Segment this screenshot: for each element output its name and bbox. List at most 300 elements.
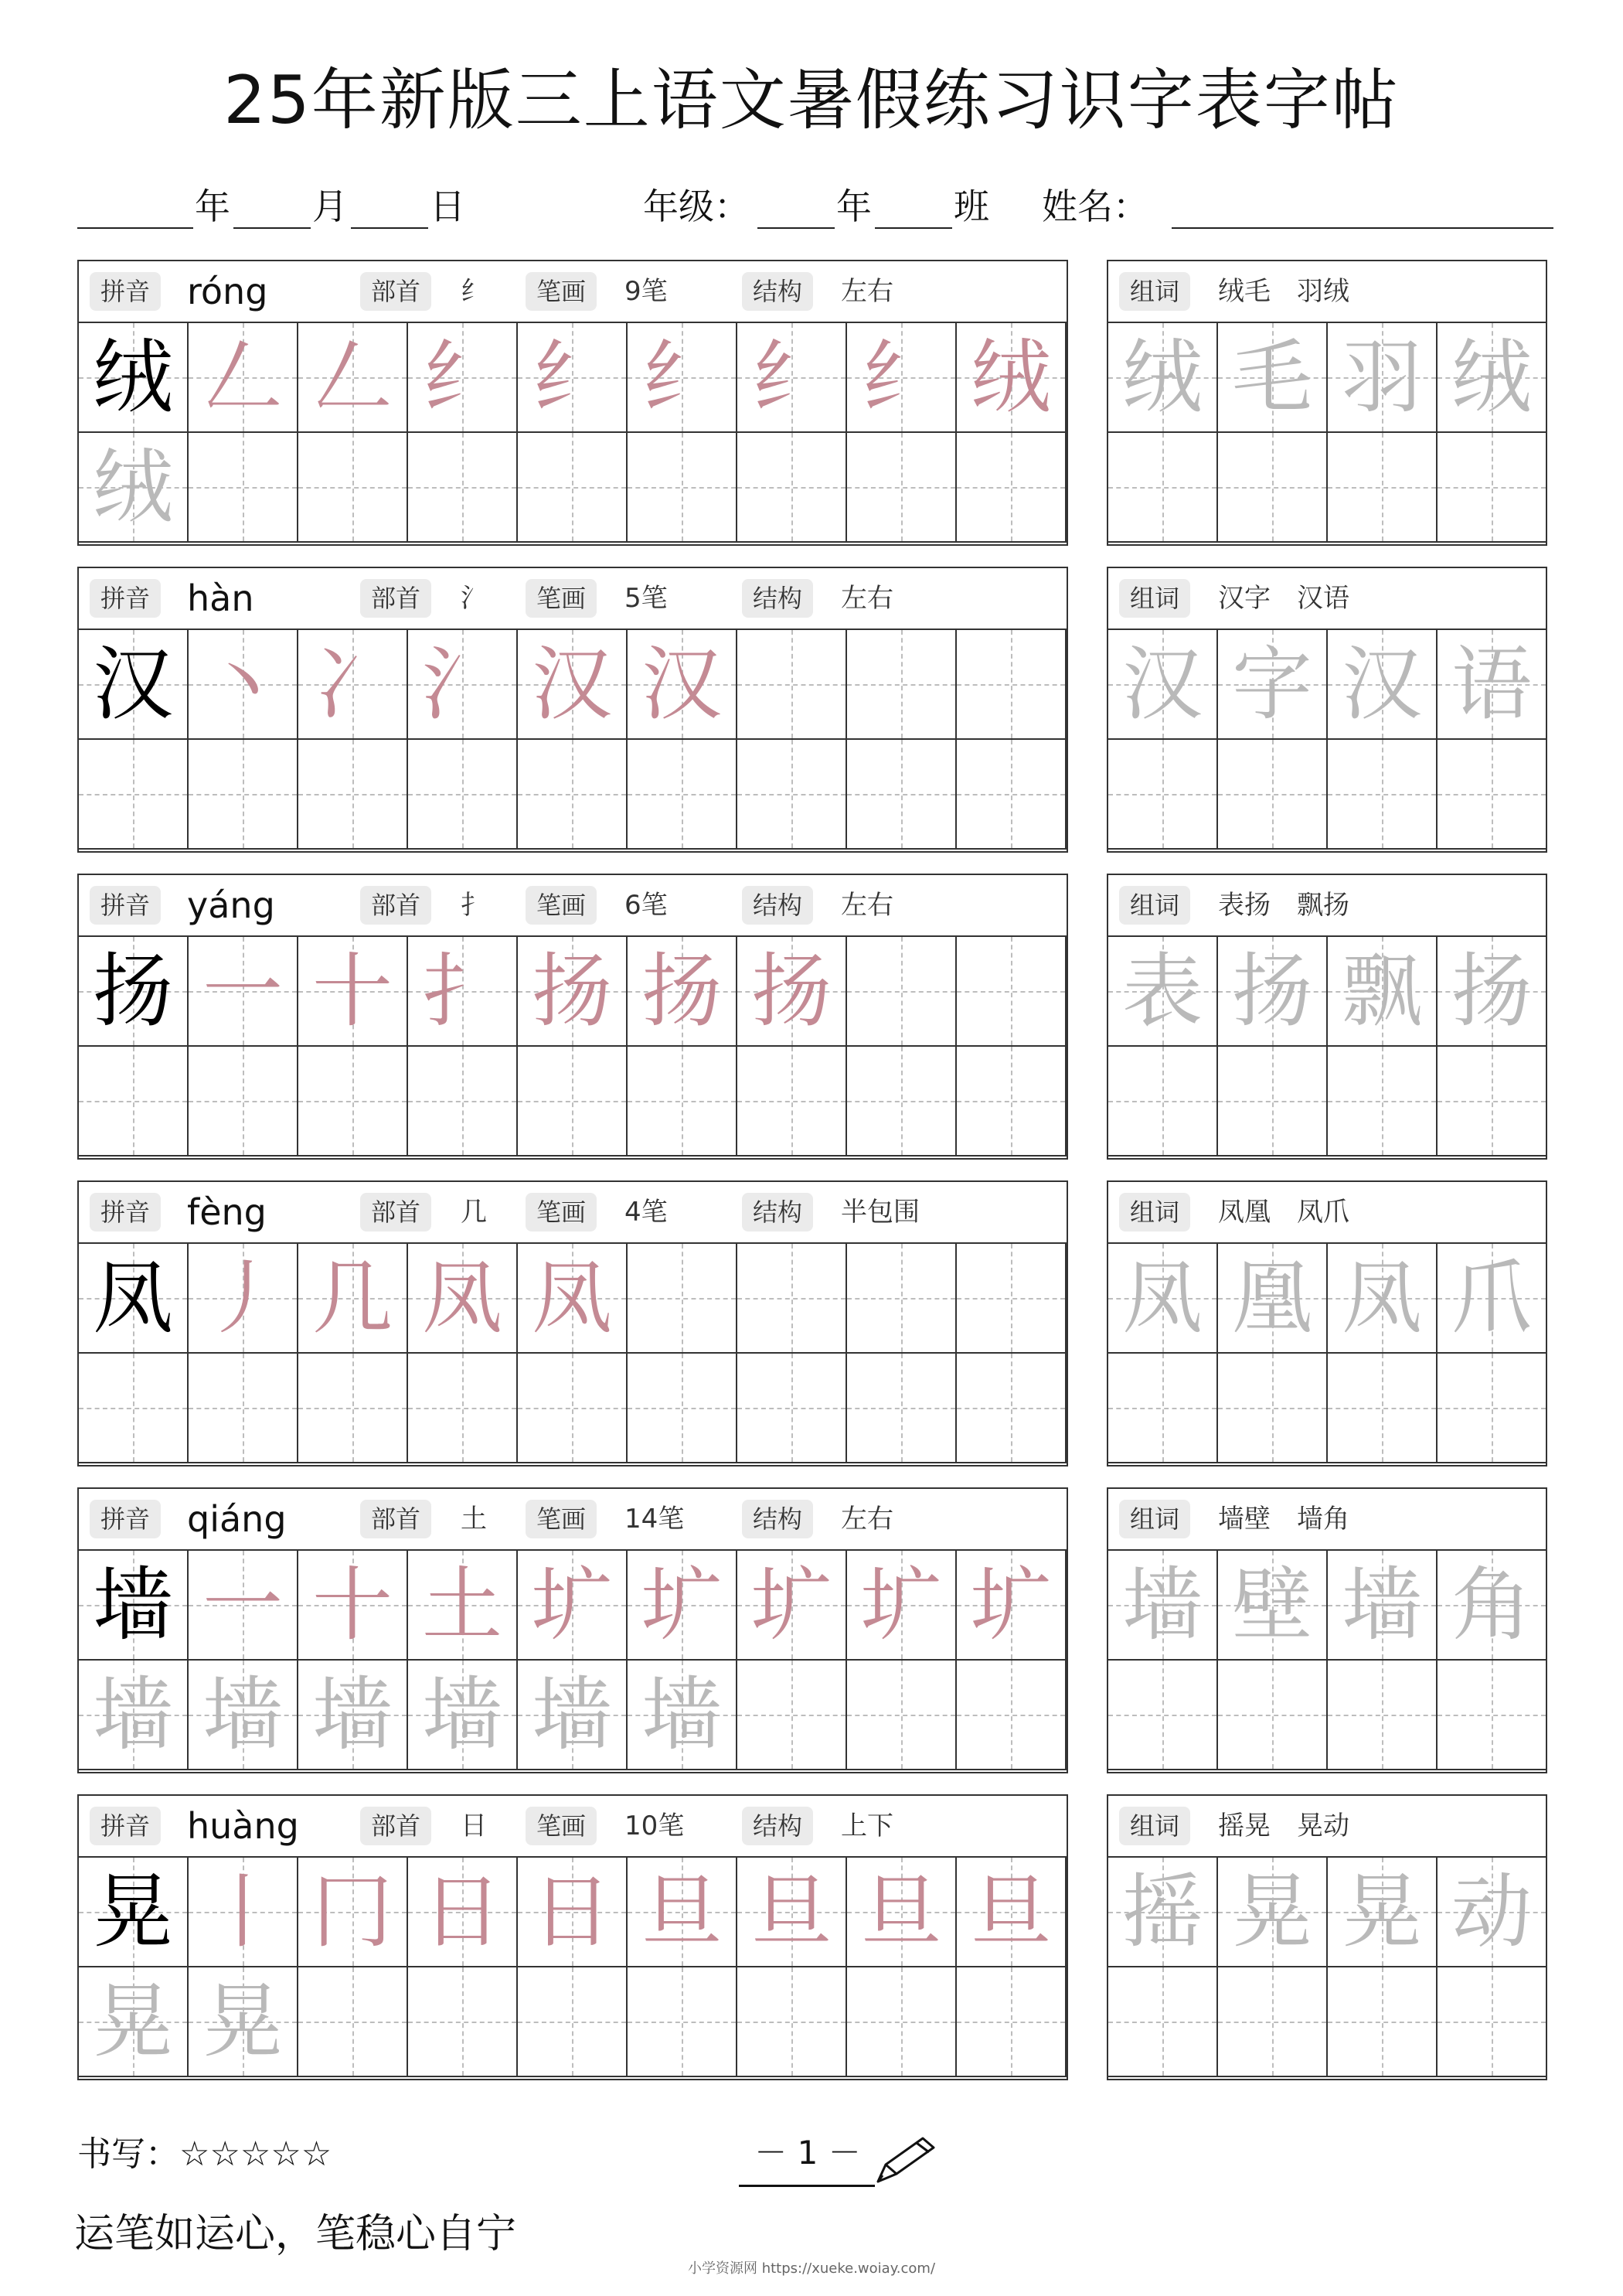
stroke-order-cell	[189, 937, 298, 1047]
stroke-character: 十	[311, 1558, 393, 1652]
practice-cell[interactable]	[628, 1244, 737, 1354]
grade-label: 年级：	[643, 186, 750, 227]
pinyin-tag: 拼音	[90, 1193, 161, 1231]
grid-guide-vertical	[682, 433, 683, 541]
grid-guide-vertical	[352, 433, 354, 541]
practice-cell[interactable]	[408, 1967, 518, 2077]
practice-cell[interactable]	[518, 1354, 628, 1463]
grid-guide-vertical	[243, 1354, 244, 1462]
trace-cell	[518, 1661, 628, 1770]
practice-cell[interactable]	[518, 740, 628, 850]
model-character-cell	[79, 630, 189, 740]
practice-cell[interactable]	[408, 1354, 518, 1463]
word-info-bar	[1108, 875, 1546, 937]
stroke-order-cell	[628, 323, 737, 433]
grid-guide-vertical	[243, 1047, 244, 1155]
practice-cell[interactable]	[1328, 1354, 1438, 1463]
practice-cell[interactable]	[189, 433, 298, 543]
grid-guide-vertical	[572, 740, 573, 848]
word-trace-cell	[1108, 937, 1218, 1047]
word-grid	[1108, 937, 1546, 1158]
stroke-order-cell	[737, 323, 847, 433]
practice-cell[interactable]	[957, 1047, 1067, 1157]
radical-value: 几	[461, 1197, 487, 1228]
practice-cell[interactable]	[957, 937, 1067, 1047]
trace-cell	[628, 1661, 737, 1770]
big-character: 凤	[92, 1251, 173, 1345]
structure-tag: 结构	[742, 1193, 813, 1231]
month-blank[interactable]	[233, 227, 311, 229]
structure-value: 左右	[841, 1504, 893, 1535]
stroke-order-cell	[189, 1858, 298, 1967]
character-card	[77, 1487, 1068, 1773]
character-card	[77, 260, 1068, 546]
practice-cell[interactable]	[628, 1354, 737, 1463]
word-card	[1107, 874, 1547, 1160]
big-character: 绒	[92, 330, 173, 424]
practice-cell[interactable]	[847, 630, 957, 740]
grid-guide-vertical	[1492, 1354, 1493, 1462]
trace-character: 汉	[1341, 637, 1422, 731]
structure-tag: 结构	[742, 886, 813, 925]
stroke-character: 旦	[860, 1865, 941, 1959]
radical-tag: 部首	[360, 886, 431, 925]
word-info-bar	[1108, 1489, 1546, 1551]
stroke-character: 土	[421, 1558, 502, 1652]
stroke-character: 扬	[750, 944, 832, 1038]
motto: 运笔如运心，笔稳心自宁	[74, 2211, 517, 2257]
practice-cell[interactable]	[737, 1244, 847, 1354]
stroke-order-cell	[408, 937, 518, 1047]
writing-grid	[79, 630, 1067, 851]
words-value: 绒毛 羽绒	[1218, 276, 1349, 307]
word-trace-cell	[1328, 630, 1438, 740]
word-trace-cell	[1108, 1858, 1218, 1967]
practice-cell[interactable]	[1438, 1967, 1547, 2077]
practice-cell[interactable]	[408, 433, 518, 543]
grid-guide-vertical	[1162, 1354, 1164, 1462]
stroke-order-cell	[298, 1244, 408, 1354]
radical-tag: 部首	[360, 1193, 431, 1231]
rating-stars[interactable]: ☆☆☆☆☆	[179, 2134, 332, 2174]
word-trace-cell	[1328, 1858, 1438, 1967]
grid-guide-vertical	[352, 740, 354, 848]
strokes-value: 4笔	[624, 1197, 668, 1228]
stroke-order-cell	[957, 1551, 1067, 1661]
stroke-character: 𠃋	[311, 330, 393, 424]
grid-guide-vertical	[572, 1967, 573, 2076]
practice-cell[interactable]	[847, 740, 957, 850]
grid-guide-vertical	[572, 1354, 573, 1462]
grid-guide-vertical	[1011, 1967, 1012, 2076]
grid-guide-vertical	[791, 630, 793, 738]
trace-character: 墙	[641, 1667, 722, 1762]
practice-cell[interactable]	[847, 433, 957, 543]
practice-cell[interactable]	[1328, 1047, 1438, 1157]
grid-guide-vertical	[572, 433, 573, 541]
trace-character: 飘	[1341, 944, 1422, 1038]
grid-guide-vertical	[791, 1047, 793, 1155]
stroke-order-cell	[298, 1551, 408, 1661]
word-grid	[1108, 1551, 1546, 1772]
stroke-order-cell	[628, 1858, 737, 1967]
pinyin-value: huàng	[187, 1805, 299, 1847]
practice-cell[interactable]	[847, 1244, 957, 1354]
trace-character: 羽	[1341, 330, 1422, 424]
stroke-character: 旦	[750, 1865, 832, 1959]
watermark: 小学资源网 https://xueke.woiay.com/	[687, 2260, 936, 2277]
practice-cell[interactable]	[847, 1661, 957, 1770]
character-card	[77, 874, 1068, 1160]
grid-guide-vertical	[791, 1244, 793, 1352]
pinyin-value: hàn	[187, 577, 254, 619]
grid-guide-vertical	[901, 1244, 903, 1352]
practice-cell[interactable]	[628, 1047, 737, 1157]
stroke-order-cell	[847, 1551, 957, 1661]
trace-character: 扬	[1231, 944, 1312, 1038]
word-trace-cell	[1108, 630, 1218, 740]
structure-tag: 结构	[742, 272, 813, 311]
practice-cell[interactable]	[298, 1967, 408, 2077]
stroke-order-cell	[408, 323, 518, 433]
trace-character: 动	[1451, 1865, 1532, 1959]
grid-guide-vertical	[791, 1354, 793, 1462]
strokes-value: 5笔	[624, 583, 668, 614]
stroke-character: 丿	[202, 1251, 283, 1345]
trace-character: 凤	[1341, 1251, 1422, 1345]
writing-grid	[79, 1551, 1067, 1772]
practice-cell[interactable]	[847, 1967, 957, 2077]
practice-cell[interactable]	[1218, 1967, 1328, 2077]
page-title: 25年新版三上语文暑假练习识字表字帖	[223, 62, 1400, 139]
word-grid	[1108, 630, 1546, 851]
pinyin-tag: 拼音	[90, 1807, 161, 1845]
practice-cell[interactable]	[957, 630, 1067, 740]
grid-guide-vertical	[462, 433, 464, 541]
class-blank[interactable]	[875, 227, 952, 229]
character-info-bar	[79, 1182, 1067, 1244]
practice-cell[interactable]	[957, 433, 1067, 543]
stroke-character: 纟	[641, 330, 722, 424]
model-character-cell	[79, 323, 189, 433]
word-trace-cell	[1218, 937, 1328, 1047]
trace-character: 凰	[1231, 1251, 1312, 1345]
stroke-order-cell	[737, 1858, 847, 1967]
word-card	[1107, 1487, 1547, 1773]
practice-cell[interactable]	[1328, 740, 1438, 850]
practice-cell[interactable]	[1108, 1661, 1218, 1770]
grid-guide-vertical	[682, 1967, 683, 2076]
strokes-tag: 笔画	[526, 886, 597, 925]
stroke-character: 氵	[421, 637, 502, 731]
pinyin-tag: 拼音	[90, 1500, 161, 1538]
word-info-bar	[1108, 568, 1546, 630]
stroke-character: 纟	[421, 330, 502, 424]
practice-cell[interactable]	[1438, 1354, 1547, 1463]
practice-cell[interactable]	[628, 433, 737, 543]
practice-cell[interactable]	[518, 1047, 628, 1157]
grid-guide-vertical	[1272, 1661, 1274, 1769]
stroke-order-cell	[518, 937, 628, 1047]
practice-cell[interactable]	[737, 1967, 847, 2077]
practice-cell[interactable]	[1108, 740, 1218, 850]
writing-grid	[79, 1858, 1067, 2079]
word-trace-cell	[1218, 323, 1328, 433]
practice-cell[interactable]	[1218, 1354, 1328, 1463]
practice-cell[interactable]	[1328, 433, 1438, 543]
stroke-order-cell	[298, 630, 408, 740]
pinyin-tag: 拼音	[90, 579, 161, 618]
grid-guide-vertical	[1492, 433, 1493, 541]
stroke-character: 几	[311, 1251, 393, 1345]
word-card	[1107, 1180, 1547, 1467]
trace-character: 绒	[92, 440, 173, 534]
writing-grid	[79, 937, 1067, 1158]
practice-cell[interactable]	[189, 1047, 298, 1157]
grid-guide-vertical	[1382, 1967, 1383, 2076]
practice-cell[interactable]	[1438, 740, 1547, 850]
strokes-tag: 笔画	[526, 1500, 597, 1538]
practice-cell[interactable]	[1108, 1047, 1218, 1157]
trace-character: 墙	[92, 1667, 173, 1762]
grid-guide-vertical	[1272, 740, 1274, 848]
trace-character: 汉	[1121, 637, 1203, 731]
practice-cell[interactable]	[957, 1244, 1067, 1354]
practice-cell[interactable]	[189, 740, 298, 850]
practice-cell[interactable]	[1108, 1967, 1218, 2077]
practice-cell[interactable]	[957, 1967, 1067, 2077]
trace-cell	[189, 1967, 298, 2077]
strokes-tag: 笔画	[526, 1193, 597, 1231]
practice-cell[interactable]	[1328, 1661, 1438, 1770]
grade-blank[interactable]	[757, 227, 835, 229]
grid-guide-vertical	[1011, 1661, 1012, 1769]
character-card	[77, 1180, 1068, 1467]
grid-guide-vertical	[791, 1661, 793, 1769]
stroke-character: 十	[311, 944, 393, 1038]
grid-guide-vertical	[133, 1354, 134, 1462]
grid-guide-vertical	[1162, 1047, 1164, 1155]
grid-guide-vertical	[462, 1354, 464, 1462]
stroke-character: 纟	[531, 330, 612, 424]
trace-character: 晃	[202, 1974, 283, 2069]
stroke-order-cell	[847, 323, 957, 433]
stroke-character: 冫	[311, 637, 393, 731]
structure-value: 左右	[841, 890, 893, 921]
stroke-character: 扌	[421, 944, 502, 1038]
trace-character: 表	[1121, 944, 1203, 1038]
stroke-character: 凤	[531, 1251, 612, 1345]
name-label: 姓名：	[1042, 186, 1148, 227]
trace-character: 晃	[1341, 1865, 1422, 1959]
stroke-order-cell	[518, 1858, 628, 1967]
practice-cell[interactable]	[298, 1354, 408, 1463]
radical-value: 氵	[461, 583, 487, 614]
stroke-order-cell	[847, 1858, 957, 1967]
practice-cell[interactable]	[1218, 1661, 1328, 1770]
stroke-order-cell	[408, 1551, 518, 1661]
stroke-order-cell	[189, 1244, 298, 1354]
practice-cell[interactable]	[847, 1047, 957, 1157]
practice-cell[interactable]	[79, 740, 189, 850]
grid-guide-vertical	[1162, 1967, 1164, 2076]
stroke-character: 日	[421, 1865, 502, 1959]
structure-tag: 结构	[742, 1500, 813, 1538]
trace-cell	[298, 1661, 408, 1770]
stroke-character: 汉	[641, 637, 722, 731]
grid-guide-vertical	[682, 1244, 683, 1352]
structure-tag: 结构	[742, 1807, 813, 1845]
practice-cell[interactable]	[1218, 740, 1328, 850]
big-character: 晃	[92, 1865, 173, 1959]
grid-guide-vertical	[1272, 1047, 1274, 1155]
practice-cell[interactable]	[189, 1354, 298, 1463]
practice-cell[interactable]	[737, 1661, 847, 1770]
grid-guide-vertical	[1272, 1967, 1274, 2076]
word-trace-cell	[1438, 630, 1547, 740]
word-trace-cell	[1218, 1551, 1328, 1661]
pen-icon	[872, 2134, 938, 2188]
practice-cell[interactable]	[1108, 1354, 1218, 1463]
trace-character: 绒	[1121, 330, 1203, 424]
practice-cell[interactable]	[1438, 433, 1547, 543]
grid-guide-vertical	[1492, 740, 1493, 848]
stroke-character: 一	[202, 1558, 283, 1652]
grid-guide-vertical	[1011, 1244, 1012, 1352]
grid-guide-vertical	[901, 433, 903, 541]
trace-character: 墙	[1341, 1558, 1422, 1652]
trace-cell	[79, 1661, 189, 1770]
day-blank[interactable]	[351, 227, 428, 229]
word-grid	[1108, 1244, 1546, 1465]
trace-cell	[79, 433, 189, 543]
grid-guide-vertical	[901, 1661, 903, 1769]
practice-cell[interactable]	[847, 1354, 957, 1463]
stroke-order-cell	[957, 323, 1067, 433]
trace-character: 绒	[1451, 330, 1532, 424]
big-character: 汉	[92, 637, 173, 731]
practice-cell[interactable]	[957, 1354, 1067, 1463]
trace-character: 晃	[92, 1974, 173, 2069]
word-trace-cell	[1438, 1551, 1547, 1661]
practice-cell[interactable]	[628, 1967, 737, 2077]
practice-cell[interactable]	[518, 1967, 628, 2077]
trace-character: 墙	[1121, 1558, 1203, 1652]
word-trace-cell	[1438, 937, 1547, 1047]
practice-cell[interactable]	[957, 1661, 1067, 1770]
stroke-character: 日	[531, 1865, 612, 1959]
practice-cell[interactable]	[1108, 433, 1218, 543]
year-blank[interactable]	[77, 227, 193, 229]
word-info-bar	[1108, 1182, 1546, 1244]
stroke-character: 𠃋	[202, 330, 283, 424]
radical-tag: 部首	[360, 1807, 431, 1845]
stroke-character: 纟	[750, 330, 832, 424]
strokes-tag: 笔画	[526, 272, 597, 311]
character-card	[77, 1794, 1068, 2080]
stroke-order-cell	[298, 1858, 408, 1967]
character-card	[77, 567, 1068, 853]
structure-tag: 结构	[742, 579, 813, 618]
pinyin-tag: 拼音	[90, 886, 161, 925]
radical-value: 土	[461, 1504, 487, 1535]
word-trace-cell	[1438, 1858, 1547, 1967]
stroke-character: 圹	[860, 1558, 941, 1652]
practice-cell[interactable]	[737, 1047, 847, 1157]
words-tag: 组词	[1119, 1500, 1190, 1538]
practice-cell[interactable]	[1218, 1047, 1328, 1157]
practice-cell[interactable]	[737, 433, 847, 543]
practice-cell[interactable]	[1218, 433, 1328, 543]
pinyin-value: yáng	[187, 884, 275, 926]
trace-cell	[79, 1967, 189, 2077]
words-value: 汉字 汉语	[1218, 583, 1349, 614]
model-character-cell	[79, 1858, 189, 1967]
word-trace-cell	[1438, 1244, 1547, 1354]
words-value: 墙壁 墙角	[1218, 1504, 1349, 1535]
big-character: 墙	[92, 1558, 173, 1652]
stroke-order-cell	[189, 1551, 298, 1661]
trace-character: 壁	[1231, 1558, 1312, 1652]
words-value: 摇晃 晃动	[1218, 1811, 1349, 1841]
practice-cell[interactable]	[1328, 1967, 1438, 2077]
practice-cell[interactable]	[79, 1354, 189, 1463]
practice-cell[interactable]	[737, 740, 847, 850]
pinyin-value: fèng	[187, 1191, 267, 1233]
model-character-cell	[79, 937, 189, 1047]
trace-character: 墙	[311, 1667, 393, 1762]
practice-cell[interactable]	[518, 433, 628, 543]
practice-cell[interactable]	[408, 1047, 518, 1157]
writing-rating	[77, 2127, 332, 2182]
practice-cell[interactable]	[957, 740, 1067, 850]
radical-tag: 部首	[360, 1500, 431, 1538]
practice-cell[interactable]	[408, 740, 518, 850]
practice-cell[interactable]	[298, 740, 408, 850]
grid-guide-vertical	[1492, 1967, 1493, 2076]
grid-guide-vertical	[1272, 1354, 1274, 1462]
practice-cell[interactable]	[628, 740, 737, 850]
words-tag: 组词	[1119, 1807, 1190, 1845]
radical-tag: 部首	[360, 272, 431, 311]
practice-cell[interactable]	[1438, 1661, 1547, 1770]
structure-value: 左右	[841, 583, 893, 614]
radical-value: 扌	[461, 890, 487, 921]
practice-cell[interactable]	[737, 630, 847, 740]
grid-guide-vertical	[1162, 740, 1164, 848]
grid-guide-vertical	[1382, 1354, 1383, 1462]
practice-cell[interactable]	[298, 433, 408, 543]
page-number-underline	[739, 2185, 875, 2187]
pinyin-value: qiáng	[187, 1498, 287, 1540]
practice-cell[interactable]	[79, 1047, 189, 1157]
name-blank[interactable]	[1172, 227, 1553, 229]
strokes-value: 9笔	[624, 276, 668, 307]
stroke-order-cell	[189, 630, 298, 740]
character-info-bar	[79, 568, 1067, 630]
practice-cell[interactable]	[847, 937, 957, 1047]
grid-guide-vertical	[901, 1967, 903, 2076]
grid-guide-vertical	[462, 740, 464, 848]
trace-character: 角	[1451, 1558, 1532, 1652]
grid-guide-vertical	[1382, 740, 1383, 848]
strokes-value: 10笔	[624, 1811, 685, 1841]
stroke-order-cell	[957, 1858, 1067, 1967]
stroke-character: 丨	[202, 1865, 283, 1959]
practice-cell[interactable]	[298, 1047, 408, 1157]
practice-cell[interactable]	[1438, 1047, 1547, 1157]
practice-cell[interactable]	[737, 1354, 847, 1463]
